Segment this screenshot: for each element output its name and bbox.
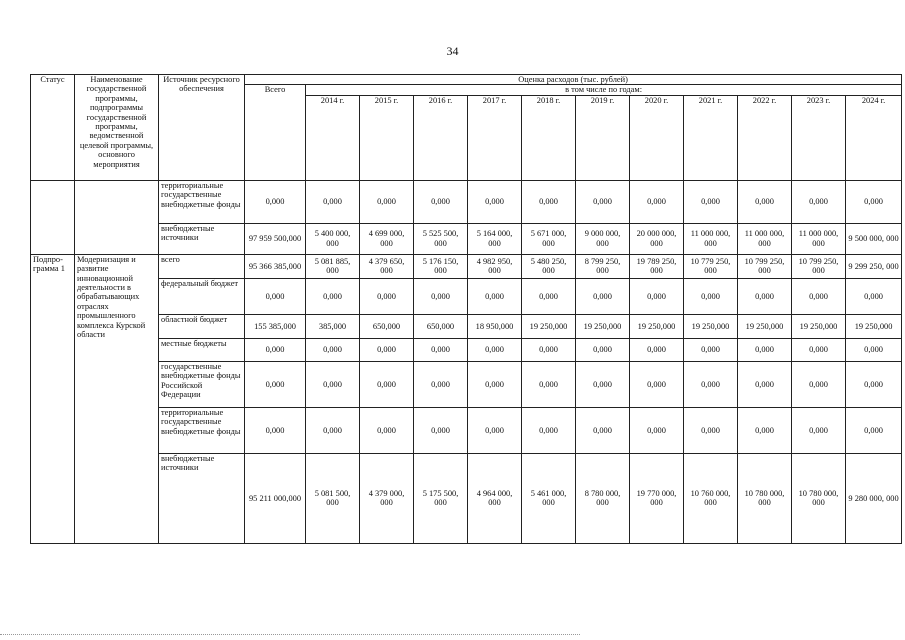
year-cell: 0,000: [738, 180, 792, 223]
header-year: 2014 г.: [306, 95, 360, 180]
total-cell: 0,000: [245, 278, 306, 314]
year-cell: 0,000: [468, 180, 522, 223]
year-cell: 0,000: [522, 278, 576, 314]
year-cell: 19 250,000: [630, 314, 684, 338]
year-cell: 0,000: [846, 338, 902, 361]
year-cell: 5 400 000, 000: [306, 223, 360, 254]
source-cell: всего: [159, 254, 245, 278]
header-costs: Оценка расходов (тыс. рублей): [245, 75, 902, 85]
year-cell: 0,000: [522, 180, 576, 223]
year-cell: 0,000: [846, 180, 902, 223]
table-row: [31, 314, 902, 338]
year-cell: 0,000: [846, 278, 902, 314]
table-row: [31, 338, 902, 361]
total-cell: 155 385,000: [245, 314, 306, 338]
year-cell: 10 760 000, 000: [684, 453, 738, 543]
year-cell: 0,000: [576, 338, 630, 361]
year-cell: 19 770 000, 000: [630, 453, 684, 543]
source-cell: местные бюджеты: [159, 338, 245, 361]
year-cell: 650,000: [360, 314, 414, 338]
year-cell: 0,000: [306, 338, 360, 361]
year-cell: 0,000: [414, 361, 468, 407]
year-cell: 0,000: [576, 180, 630, 223]
table-row: [31, 361, 902, 407]
year-cell: 385,000: [306, 314, 360, 338]
year-cell: 0,000: [738, 361, 792, 407]
year-cell: 0,000: [576, 278, 630, 314]
year-cell: 0,000: [684, 361, 738, 407]
year-cell: 0,000: [468, 361, 522, 407]
year-cell: 0,000: [414, 407, 468, 453]
year-cell: 5 081 885, 000: [306, 254, 360, 278]
total-cell: 0,000: [245, 338, 306, 361]
year-cell: 0,000: [792, 361, 846, 407]
year-cell: 5 176 150, 000: [414, 254, 468, 278]
year-cell: 5 175 500, 000: [414, 453, 468, 543]
year-cell: 0,000: [414, 338, 468, 361]
total-cell: 0,000: [245, 180, 306, 223]
year-cell: 0,000: [522, 338, 576, 361]
table-row: [31, 453, 902, 543]
year-cell: 4 964 000, 000: [468, 453, 522, 543]
year-cell: 5 480 250, 000: [522, 254, 576, 278]
year-cell: 5 671 000, 000: [522, 223, 576, 254]
year-cell: 0,000: [306, 180, 360, 223]
year-cell: 9 000 000, 000: [576, 223, 630, 254]
header-year: 2024 г.: [846, 95, 902, 180]
year-cell: 10 779 250, 000: [684, 254, 738, 278]
year-cell: 0,000: [360, 361, 414, 407]
year-cell: 0,000: [684, 338, 738, 361]
total-cell: 0,000: [245, 361, 306, 407]
year-cell: 0,000: [630, 278, 684, 314]
year-cell: 0,000: [576, 361, 630, 407]
year-cell: 0,000: [360, 278, 414, 314]
year-cell: 0,000: [738, 338, 792, 361]
year-cell: 9 280 000, 000: [846, 453, 902, 543]
year-cell: 10 780 000, 000: [738, 453, 792, 543]
year-cell: 20 000 000, 000: [630, 223, 684, 254]
header-year: 2017 г.: [468, 95, 522, 180]
table-row: [31, 254, 902, 278]
total-cell: 0,000: [245, 407, 306, 453]
year-cell: 19 250,000: [684, 314, 738, 338]
budget-table: [30, 74, 902, 544]
source-cell: внебюджетные источники: [159, 453, 245, 543]
year-cell: 0,000: [468, 338, 522, 361]
empty-name-cell: [75, 180, 159, 254]
source-cell: областной бюджет: [159, 314, 245, 338]
table-row: [31, 223, 902, 254]
empty-status-cell: [31, 180, 75, 254]
source-cell: государственные внебюджетные фонды Российской Федерации: [159, 361, 245, 407]
year-cell: 5 525 500, 000: [414, 223, 468, 254]
year-cell: 11 000 000, 000: [792, 223, 846, 254]
year-cell: 0,000: [468, 278, 522, 314]
year-cell: 19 250,000: [738, 314, 792, 338]
year-cell: 10 799 250, 000: [792, 254, 846, 278]
header-row-1: [31, 75, 902, 85]
year-cell: 19 789 250, 000: [630, 254, 684, 278]
year-cell: 0,000: [522, 361, 576, 407]
year-cell: 0,000: [630, 338, 684, 361]
year-cell: 0,000: [846, 361, 902, 407]
year-cell: 0,000: [738, 278, 792, 314]
year-cell: 10 780 000, 000: [792, 453, 846, 543]
page-number: 34: [446, 44, 459, 58]
total-cell: 95 211 000,000: [245, 453, 306, 543]
year-cell: 0,000: [468, 407, 522, 453]
year-cell: 11 000 000, 000: [684, 223, 738, 254]
year-cell: 4 982 950, 000: [468, 254, 522, 278]
header-year: 2021 г.: [684, 95, 738, 180]
header-status: Статус: [31, 75, 75, 181]
header-year: 2016 г.: [414, 95, 468, 180]
year-cell: 0,000: [684, 407, 738, 453]
year-cell: 8 780 000, 000: [576, 453, 630, 543]
source-cell: территориальные государственные внебюджетные фонды: [159, 407, 245, 453]
year-cell: 0,000: [306, 278, 360, 314]
header-name: Наименование государственной программы, подпрограммы государственной программы, ведомственной целевой программы, основного мероприятия: [75, 75, 159, 181]
year-cell: 0,000: [792, 338, 846, 361]
year-cell: 0,000: [414, 278, 468, 314]
year-cell: 0,000: [738, 407, 792, 453]
year-cell: 4 699 000, 000: [360, 223, 414, 254]
header-year: 2019 г.: [576, 95, 630, 180]
year-cell: 0,000: [792, 278, 846, 314]
year-cell: 0,000: [630, 407, 684, 453]
year-cell: 0,000: [522, 407, 576, 453]
subprogram-status: Подпро-грамма 1: [31, 254, 75, 543]
year-cell: 9 500 000, 000: [846, 223, 902, 254]
table-row: [31, 180, 902, 223]
header-by-years: в том числе по годам:: [306, 85, 902, 95]
header-year: 2023 г.: [792, 95, 846, 180]
table-row: [31, 407, 902, 453]
source-cell: внебюджетные источники: [159, 223, 245, 254]
year-cell: 0,000: [576, 407, 630, 453]
year-cell: 0,000: [414, 180, 468, 223]
year-cell: 0,000: [306, 407, 360, 453]
header-year: 2018 г.: [522, 95, 576, 180]
year-cell: 0,000: [792, 407, 846, 453]
year-cell: 10 799 250, 000: [738, 254, 792, 278]
year-cell: 5 081 500, 000: [306, 453, 360, 543]
subprogram-name: Модернизация и развитие инновационной деятельности в обрабатывающих отраслях промышленного комплекса Курской области: [75, 254, 159, 543]
header-year: 2020 г.: [630, 95, 684, 180]
year-cell: 0,000: [306, 361, 360, 407]
year-cell: 0,000: [684, 180, 738, 223]
year-cell: 0,000: [360, 338, 414, 361]
year-cell: 11 000 000, 000: [738, 223, 792, 254]
total-cell: 95 366 385,000: [245, 254, 306, 278]
year-cell: 5 461 000, 000: [522, 453, 576, 543]
year-cell: 0,000: [846, 407, 902, 453]
year-cell: 19 250,000: [792, 314, 846, 338]
header-source: Источник ресурсного обеспечения: [159, 75, 245, 181]
year-cell: 9 299 250, 000: [846, 254, 902, 278]
year-cell: 4 379 000, 000: [360, 453, 414, 543]
year-cell: 19 250,000: [522, 314, 576, 338]
year-cell: 4 379 650, 000: [360, 254, 414, 278]
year-cell: 0,000: [360, 180, 414, 223]
year-cell: 0,000: [630, 361, 684, 407]
year-cell: 8 799 250, 000: [576, 254, 630, 278]
header-total: Всего: [245, 85, 306, 180]
total-cell: 97 959 500,000: [245, 223, 306, 254]
table-row: [31, 278, 902, 314]
scan-edge-divider: [0, 634, 580, 635]
year-cell: 0,000: [630, 180, 684, 223]
year-cell: 0,000: [360, 407, 414, 453]
year-cell: 650,000: [414, 314, 468, 338]
year-cell: 0,000: [792, 180, 846, 223]
header-year: 2015 г.: [360, 95, 414, 180]
year-cell: 19 250,000: [846, 314, 902, 338]
header-year: 2022 г.: [738, 95, 792, 180]
year-cell: 18 950,000: [468, 314, 522, 338]
year-cell: 19 250,000: [576, 314, 630, 338]
year-cell: 5 164 000, 000: [468, 223, 522, 254]
source-cell: федеральный бюджет: [159, 278, 245, 314]
source-cell: территориальные государственные внебюджетные фонды: [159, 180, 245, 223]
year-cell: 0,000: [684, 278, 738, 314]
